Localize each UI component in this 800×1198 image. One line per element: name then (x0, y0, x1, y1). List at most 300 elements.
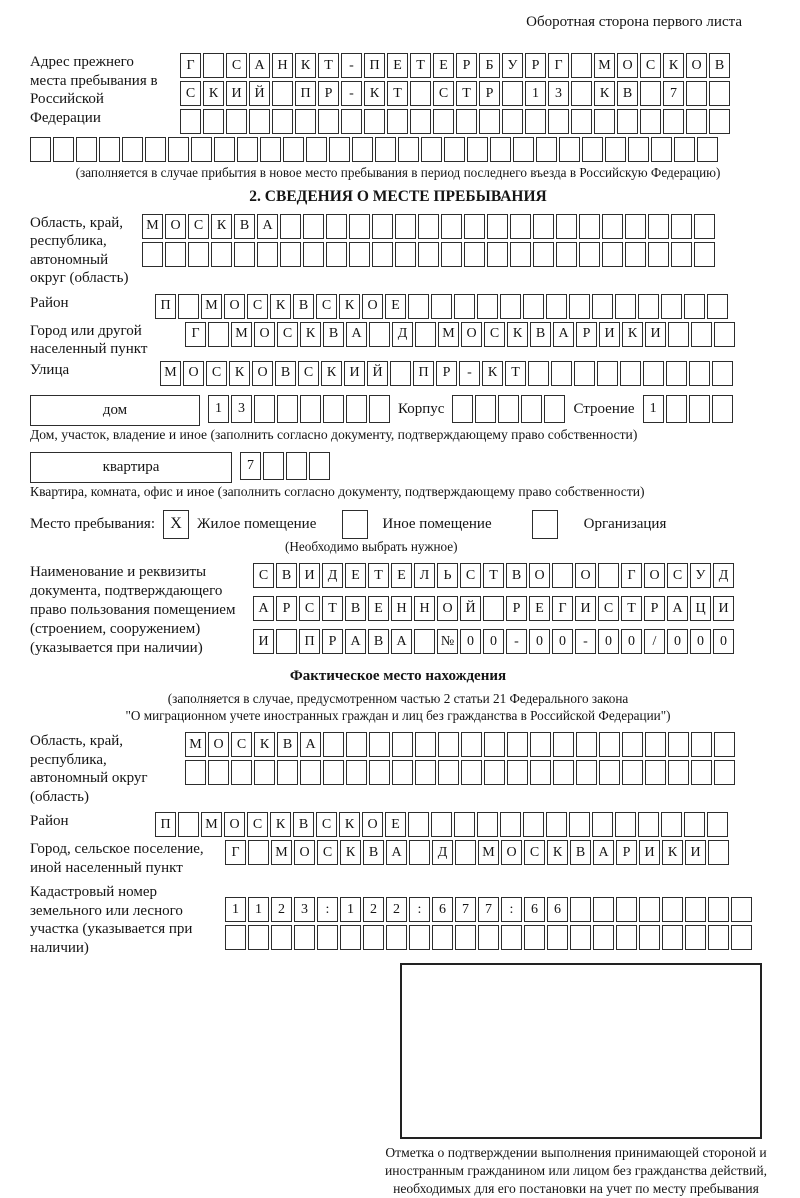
char-box[interactable]: О (224, 812, 245, 837)
char-box[interactable] (441, 242, 462, 267)
char-box[interactable] (415, 322, 436, 347)
char-box[interactable] (620, 361, 641, 386)
char-box[interactable]: Г (180, 53, 201, 78)
char-box[interactable] (323, 732, 344, 757)
char-box[interactable]: С (524, 840, 545, 865)
char-box[interactable] (477, 294, 498, 319)
char-box[interactable] (409, 840, 430, 865)
char-box[interactable] (248, 840, 269, 865)
char-box[interactable] (277, 395, 298, 423)
char-box[interactable]: Р (318, 81, 339, 106)
char-box[interactable] (691, 732, 712, 757)
char-box[interactable] (645, 760, 666, 785)
char-box[interactable] (691, 322, 712, 347)
char-box[interactable] (418, 242, 439, 267)
char-box[interactable] (625, 242, 646, 267)
char-box[interactable]: 0 (483, 629, 504, 654)
char-box[interactable]: 1 (643, 395, 664, 423)
char-box[interactable]: А (249, 53, 270, 78)
char-box[interactable]: 6 (524, 897, 545, 922)
char-box[interactable]: 3 (231, 395, 252, 423)
char-box[interactable]: Д (713, 563, 734, 588)
char-box[interactable]: К (295, 53, 316, 78)
char-box[interactable] (490, 137, 511, 162)
char-box[interactable] (551, 361, 572, 386)
char-box[interactable] (280, 242, 301, 267)
char-box[interactable] (248, 925, 269, 950)
char-box[interactable] (53, 137, 74, 162)
char-box[interactable]: В (293, 812, 314, 837)
char-box[interactable] (498, 395, 519, 423)
char-box[interactable] (530, 732, 551, 757)
char-box[interactable] (686, 81, 707, 106)
char-box[interactable]: 7 (240, 452, 261, 480)
char-box[interactable] (431, 812, 452, 837)
char-box[interactable] (341, 109, 362, 134)
char-box[interactable]: П (295, 81, 316, 106)
char-box[interactable]: Р (456, 53, 477, 78)
char-box[interactable] (392, 760, 413, 785)
char-box[interactable] (548, 109, 569, 134)
char-box[interactable] (349, 214, 370, 239)
char-box[interactable]: Д (392, 322, 413, 347)
char-box[interactable] (571, 109, 592, 134)
char-box[interactable]: Г (621, 563, 642, 588)
char-box[interactable] (414, 629, 435, 654)
char-box[interactable]: В (368, 629, 389, 654)
char-box[interactable] (272, 81, 293, 106)
char-box[interactable]: В (617, 81, 638, 106)
char-box[interactable] (712, 395, 733, 423)
char-box[interactable]: О (252, 361, 273, 386)
char-box[interactable] (410, 109, 431, 134)
char-box[interactable]: О (644, 563, 665, 588)
char-box[interactable]: Т (621, 596, 642, 621)
char-box[interactable] (523, 294, 544, 319)
char-box[interactable] (546, 812, 567, 837)
char-box[interactable]: И (713, 596, 734, 621)
char-box[interactable] (349, 242, 370, 267)
char-box[interactable]: С (253, 563, 274, 588)
char-box[interactable]: Е (529, 596, 550, 621)
char-box[interactable]: К (364, 81, 385, 106)
char-box[interactable] (203, 109, 224, 134)
char-box[interactable]: О (617, 53, 638, 78)
char-box[interactable]: 6 (432, 897, 453, 922)
char-box[interactable] (303, 214, 324, 239)
char-box[interactable]: 3 (294, 897, 315, 922)
char-box[interactable]: А (553, 322, 574, 347)
char-box[interactable] (707, 812, 728, 837)
char-box[interactable] (454, 294, 475, 319)
char-box[interactable] (546, 294, 567, 319)
char-box[interactable]: К (507, 322, 528, 347)
char-box[interactable]: И (645, 322, 666, 347)
char-box[interactable] (398, 137, 419, 162)
char-box[interactable] (661, 812, 682, 837)
char-box[interactable]: Т (318, 53, 339, 78)
char-box[interactable] (708, 925, 729, 950)
char-box[interactable] (408, 294, 429, 319)
char-box[interactable] (686, 109, 707, 134)
char-box[interactable]: М (185, 732, 206, 757)
char-box[interactable] (306, 137, 327, 162)
char-box[interactable]: 1 (340, 897, 361, 922)
char-box[interactable] (709, 109, 730, 134)
char-box[interactable]: О (686, 53, 707, 78)
char-box[interactable] (478, 925, 499, 950)
char-box[interactable]: Т (505, 361, 526, 386)
char-box[interactable] (592, 812, 613, 837)
char-box[interactable]: С (640, 53, 661, 78)
char-box[interactable] (597, 361, 618, 386)
char-box[interactable]: П (299, 629, 320, 654)
char-box[interactable] (461, 760, 482, 785)
char-box[interactable] (662, 925, 683, 950)
char-box[interactable] (323, 760, 344, 785)
char-box[interactable] (309, 452, 330, 480)
char-box[interactable]: В (293, 294, 314, 319)
char-box[interactable] (226, 109, 247, 134)
char-box[interactable]: В (709, 53, 730, 78)
char-box[interactable] (395, 214, 416, 239)
char-box[interactable]: 3 (548, 81, 569, 106)
char-box[interactable] (484, 760, 505, 785)
char-box[interactable] (523, 812, 544, 837)
char-box[interactable]: : (317, 897, 338, 922)
char-box[interactable]: Е (385, 294, 406, 319)
char-box[interactable]: К (547, 840, 568, 865)
char-box[interactable] (76, 137, 97, 162)
char-box[interactable]: И (599, 322, 620, 347)
char-box[interactable]: Б (479, 53, 500, 78)
char-box[interactable] (500, 812, 521, 837)
char-box[interactable]: А (257, 214, 278, 239)
char-box[interactable]: Р (576, 322, 597, 347)
char-box[interactable] (689, 361, 710, 386)
char-box[interactable] (533, 242, 554, 267)
char-box[interactable]: Г (552, 596, 573, 621)
char-box[interactable] (694, 242, 715, 267)
char-box[interactable] (639, 897, 660, 922)
char-box[interactable] (386, 925, 407, 950)
char-box[interactable] (208, 760, 229, 785)
char-box[interactable] (500, 294, 521, 319)
char-box[interactable] (691, 760, 712, 785)
char-box[interactable] (455, 925, 476, 950)
char-box[interactable] (452, 395, 473, 423)
char-box[interactable]: 0 (529, 629, 550, 654)
char-box[interactable]: О (362, 294, 383, 319)
checkbox-inoe[interactable] (342, 510, 368, 539)
char-box[interactable]: Д (322, 563, 343, 588)
char-box[interactable] (329, 137, 350, 162)
char-box[interactable] (295, 109, 316, 134)
char-box[interactable] (544, 395, 565, 423)
char-box[interactable] (599, 760, 620, 785)
char-box[interactable]: К (229, 361, 250, 386)
char-box[interactable] (277, 760, 298, 785)
char-box[interactable]: М (231, 322, 252, 347)
char-box[interactable]: Р (644, 596, 665, 621)
char-box[interactable] (530, 760, 551, 785)
char-box[interactable]: В (323, 322, 344, 347)
char-box[interactable] (191, 137, 212, 162)
char-box[interactable]: М (438, 322, 459, 347)
char-box[interactable]: К (482, 361, 503, 386)
char-box[interactable] (671, 242, 692, 267)
char-box[interactable] (576, 760, 597, 785)
char-box[interactable]: К (270, 294, 291, 319)
char-box[interactable]: К (663, 53, 684, 78)
char-box[interactable]: Й (249, 81, 270, 106)
char-box[interactable]: - (506, 629, 527, 654)
char-box[interactable]: 7 (663, 81, 684, 106)
char-box[interactable] (438, 760, 459, 785)
char-box[interactable] (479, 109, 500, 134)
char-box[interactable] (570, 897, 591, 922)
char-box[interactable]: Т (322, 596, 343, 621)
char-box[interactable] (663, 109, 684, 134)
char-box[interactable]: И (685, 840, 706, 865)
char-box[interactable]: К (340, 840, 361, 865)
char-box[interactable]: Н (391, 596, 412, 621)
char-box[interactable]: И (299, 563, 320, 588)
char-box[interactable] (714, 322, 735, 347)
char-box[interactable] (346, 395, 367, 423)
char-box[interactable] (461, 732, 482, 757)
char-box[interactable]: Е (387, 53, 408, 78)
char-box[interactable] (145, 137, 166, 162)
char-box[interactable] (559, 137, 580, 162)
char-box[interactable]: К (339, 294, 360, 319)
char-box[interactable] (615, 812, 636, 837)
char-box[interactable] (477, 812, 498, 837)
char-box[interactable] (671, 214, 692, 239)
char-box[interactable]: Р (616, 840, 637, 865)
char-box[interactable] (599, 732, 620, 757)
char-box[interactable]: С (460, 563, 481, 588)
char-box[interactable]: Е (433, 53, 454, 78)
char-box[interactable]: Й (367, 361, 388, 386)
char-box[interactable] (622, 760, 643, 785)
char-box[interactable]: С (316, 812, 337, 837)
char-box[interactable] (99, 137, 120, 162)
char-box[interactable]: В (506, 563, 527, 588)
char-box[interactable] (387, 109, 408, 134)
char-box[interactable]: П (364, 53, 385, 78)
char-box[interactable] (552, 563, 573, 588)
char-box[interactable] (689, 395, 710, 423)
char-box[interactable]: Е (385, 812, 406, 837)
char-box[interactable] (375, 137, 396, 162)
char-box[interactable] (605, 137, 626, 162)
char-box[interactable] (615, 294, 636, 319)
char-box[interactable]: 0 (690, 629, 711, 654)
char-box[interactable]: М (478, 840, 499, 865)
char-box[interactable] (668, 732, 689, 757)
char-box[interactable] (525, 109, 546, 134)
char-box[interactable] (666, 361, 687, 386)
char-box[interactable] (286, 452, 307, 480)
char-box[interactable] (231, 760, 252, 785)
char-box[interactable] (260, 137, 281, 162)
char-box[interactable] (415, 732, 436, 757)
char-box[interactable]: К (300, 322, 321, 347)
char-box[interactable] (645, 732, 666, 757)
checkbox-zhiloe[interactable]: X (163, 510, 189, 539)
char-box[interactable] (662, 897, 683, 922)
char-box[interactable] (254, 395, 275, 423)
char-box[interactable]: О (362, 812, 383, 837)
char-box[interactable] (674, 137, 695, 162)
char-box[interactable]: Е (345, 563, 366, 588)
char-box[interactable] (638, 294, 659, 319)
char-box[interactable]: А (667, 596, 688, 621)
char-box[interactable] (685, 897, 706, 922)
char-box[interactable]: : (409, 897, 430, 922)
char-box[interactable] (648, 214, 669, 239)
char-box[interactable] (303, 242, 324, 267)
char-box[interactable] (685, 925, 706, 950)
char-box[interactable]: А (346, 322, 367, 347)
char-box[interactable] (714, 732, 735, 757)
char-box[interactable]: О (183, 361, 204, 386)
char-box[interactable]: В (275, 361, 296, 386)
char-box[interactable]: С (299, 596, 320, 621)
char-box[interactable] (731, 897, 752, 922)
char-box[interactable] (294, 925, 315, 950)
char-box[interactable]: О (224, 294, 245, 319)
char-box[interactable] (352, 137, 373, 162)
char-box[interactable] (709, 81, 730, 106)
char-box[interactable] (464, 242, 485, 267)
char-box[interactable] (272, 109, 293, 134)
char-box[interactable] (521, 395, 542, 423)
char-box[interactable]: № (437, 629, 458, 654)
char-box[interactable]: М (201, 812, 222, 837)
char-box[interactable] (323, 395, 344, 423)
char-box[interactable] (598, 563, 619, 588)
char-box[interactable]: С (298, 361, 319, 386)
char-box[interactable] (513, 137, 534, 162)
char-box[interactable]: С (247, 812, 268, 837)
char-box[interactable] (122, 137, 143, 162)
char-box[interactable] (712, 361, 733, 386)
char-box[interactable]: Й (460, 596, 481, 621)
char-box[interactable] (484, 732, 505, 757)
char-box[interactable] (528, 361, 549, 386)
char-box[interactable] (283, 137, 304, 162)
char-box[interactable]: 7 (478, 897, 499, 922)
char-box[interactable] (536, 137, 557, 162)
char-box[interactable] (594, 109, 615, 134)
char-box[interactable]: К (594, 81, 615, 106)
char-box[interactable]: А (345, 629, 366, 654)
char-box[interactable]: У (690, 563, 711, 588)
char-box[interactable] (438, 732, 459, 757)
char-box[interactable] (640, 109, 661, 134)
char-box[interactable] (731, 925, 752, 950)
char-box[interactable]: Р (506, 596, 527, 621)
char-box[interactable]: О (501, 840, 522, 865)
char-box[interactable]: С (277, 322, 298, 347)
char-box[interactable] (579, 242, 600, 267)
char-box[interactable] (369, 760, 390, 785)
char-box[interactable]: С (206, 361, 227, 386)
char-box[interactable]: П (155, 294, 176, 319)
char-box[interactable]: 0 (713, 629, 734, 654)
char-box[interactable]: 6 (547, 897, 568, 922)
char-box[interactable] (576, 732, 597, 757)
char-box[interactable]: К (254, 732, 275, 757)
char-box[interactable] (507, 732, 528, 757)
char-box[interactable]: Н (414, 596, 435, 621)
char-box[interactable]: Г (185, 322, 206, 347)
char-box[interactable] (234, 242, 255, 267)
char-box[interactable]: С (598, 596, 619, 621)
char-box[interactable]: - (341, 53, 362, 78)
char-box[interactable]: Т (387, 81, 408, 106)
char-box[interactable] (487, 242, 508, 267)
char-box[interactable]: В (363, 840, 384, 865)
char-box[interactable]: С (484, 322, 505, 347)
char-box[interactable]: Р (436, 361, 457, 386)
char-box[interactable]: В (276, 563, 297, 588)
char-box[interactable]: 7 (455, 897, 476, 922)
char-box[interactable] (556, 242, 577, 267)
char-box[interactable]: М (594, 53, 615, 78)
char-box[interactable] (317, 925, 338, 950)
char-box[interactable]: А (253, 596, 274, 621)
char-box[interactable]: В (277, 732, 298, 757)
apartment-type-box[interactable]: квартира (30, 452, 232, 483)
char-box[interactable]: К (270, 812, 291, 837)
char-box[interactable] (707, 294, 728, 319)
char-box[interactable]: С (247, 294, 268, 319)
char-box[interactable]: К (321, 361, 342, 386)
char-box[interactable]: В (345, 596, 366, 621)
char-box[interactable] (666, 395, 687, 423)
char-box[interactable]: К (662, 840, 683, 865)
char-box[interactable] (363, 925, 384, 950)
char-box[interactable] (625, 214, 646, 239)
char-box[interactable]: Т (483, 563, 504, 588)
char-box[interactable]: 2 (386, 897, 407, 922)
char-box[interactable]: О (461, 322, 482, 347)
char-box[interactable] (483, 596, 504, 621)
char-box[interactable]: В (234, 214, 255, 239)
char-box[interactable]: Т (410, 53, 431, 78)
char-box[interactable] (392, 732, 413, 757)
char-box[interactable] (651, 137, 672, 162)
char-box[interactable]: О (254, 322, 275, 347)
char-box[interactable]: С (667, 563, 688, 588)
char-box[interactable] (571, 53, 592, 78)
char-box[interactable]: - (341, 81, 362, 106)
char-box[interactable] (639, 925, 660, 950)
char-box[interactable]: О (208, 732, 229, 757)
char-box[interactable]: Р (276, 596, 297, 621)
char-box[interactable] (326, 214, 347, 239)
char-box[interactable] (165, 242, 186, 267)
char-box[interactable] (249, 109, 270, 134)
char-box[interactable]: Т (456, 81, 477, 106)
char-box[interactable]: А (300, 732, 321, 757)
char-box[interactable]: Ь (437, 563, 458, 588)
char-box[interactable] (579, 214, 600, 239)
char-box[interactable] (326, 242, 347, 267)
